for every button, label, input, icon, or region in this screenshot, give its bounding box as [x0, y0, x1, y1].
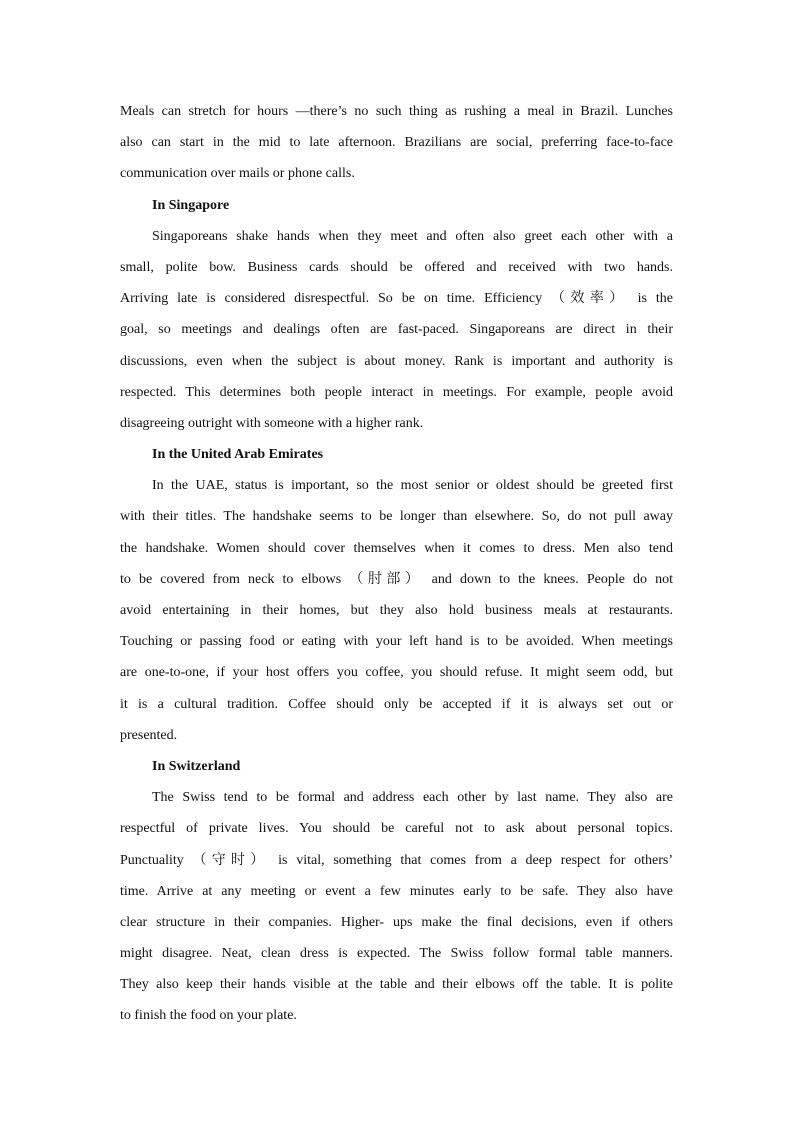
- paragraph-line: In the UAE, status is important, so the most senior or oldest should be greeted first: [152, 478, 673, 494]
- paragraph-line: small, polite bow. Business cards should be offered and received with two hands.: [120, 259, 673, 275]
- paragraph-line: the handshake. Women should cover themselves when it comes to dress. Men also tend: [120, 540, 673, 556]
- section-brazil: [120, 96, 673, 190]
- paragraph-line: to be covered from neck to elbows （肘部） and down to the knees. People do not: [120, 571, 673, 587]
- paragraph-line: They also keep their hands visible at the table and their elbows off the table. It is polite: [120, 977, 673, 993]
- paragraph-line: with their titles. The handshake seems to be longer than elsewhere. So, do not pull away: [120, 509, 673, 525]
- paragraph-line: Touching or passing food or eating with your left hand is to be avoided. When meetings: [120, 634, 673, 650]
- section-uae: [120, 439, 673, 751]
- section-heading: In the United Arab Emirates: [152, 447, 324, 463]
- paragraph-line: Meals can stretch for hours —there’s no such thing as rushing a meal in Brazil. Lunches: [120, 104, 673, 119]
- paragraph-line: time. Arrive at any meeting or event a few minutes early to be safe. They also have: [120, 883, 673, 899]
- paragraph-line: Singaporeans shake hands when they meet and often also greet each other with a: [152, 228, 673, 244]
- section-heading: In Singapore: [152, 197, 230, 213]
- paragraph-line: respected. This determines both people interact in meetings. For example, people avoid: [120, 384, 673, 400]
- document-body: [120, 96, 673, 1032]
- paragraph-line: are one-to-one, if your host offers you coffee, you should refuse. It might seem odd, but: [120, 665, 673, 681]
- section-heading: In Switzerland: [152, 758, 241, 774]
- paragraph-line: discussions, even when the subject is about money. Rank is important and authority is: [120, 353, 673, 369]
- paragraph-line: might disagree. Neat, clean dress is expected. The Swiss follow formal table manners.: [120, 946, 673, 962]
- paragraph-line: Arriving late is considered disrespectful. So be on time. Efficiency （效率） is the: [120, 291, 673, 307]
- paragraph-line: The Swiss tend to be formal and address each other by last name. They also are: [152, 790, 673, 806]
- section-singapore: [120, 190, 673, 440]
- section-switzerland: [120, 751, 673, 1032]
- paragraph-line: communication over mails or phone calls.: [120, 166, 355, 182]
- paragraph-line: disagreeing outright with someone with a higher rank.: [120, 415, 424, 431]
- paragraph-line: avoid entertaining in their homes, but they also hold business meals at restaurants.: [120, 603, 673, 618]
- paragraph-line: presented.: [120, 727, 178, 743]
- paragraph-line: Punctuality （守时） is vital, something that comes from a deep respect for others’: [120, 852, 673, 868]
- paragraph-line: to finish the food on your plate.: [120, 1008, 297, 1024]
- paragraph-line: goal, so meetings and dealings often are fast-paced. Singaporeans are direct in their: [120, 322, 673, 338]
- paragraph-line: also can start in the mid to late afternoon. Brazilians are social, preferring face-to-face: [120, 135, 673, 151]
- paragraph-line: clear structure in their companies. Higher- ups make the final decisions, even if others: [120, 914, 673, 930]
- paragraph-line: respectful of private lives. You should be careful not to ask about personal topics.: [120, 821, 673, 837]
- paragraph-line: it is a cultural tradition. Coffee should only be accepted if it is always set out or: [120, 696, 673, 712]
